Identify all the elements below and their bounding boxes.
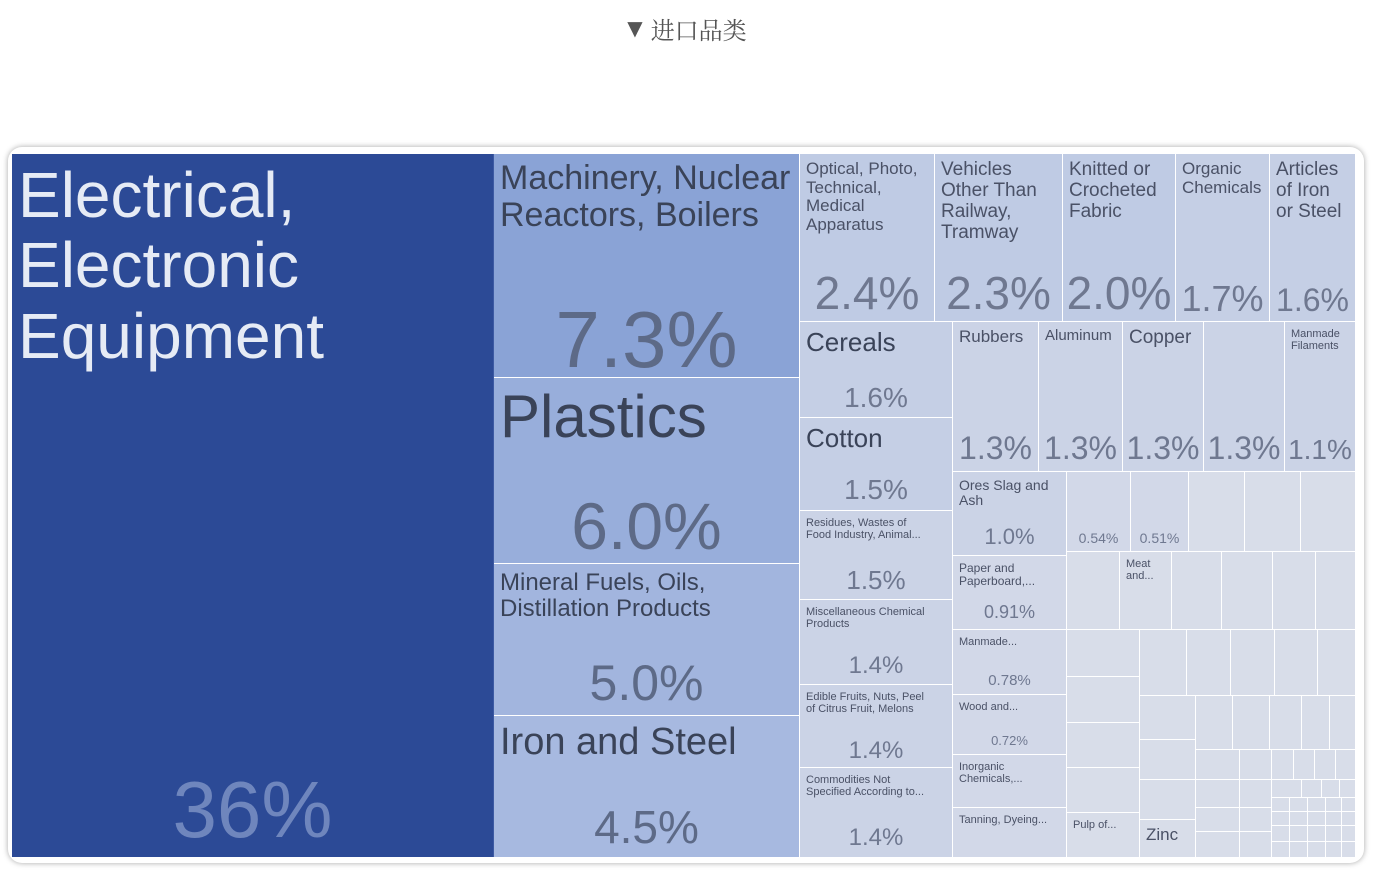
treemap-cell[interactable] <box>1285 322 1356 472</box>
treemap-cell-small[interactable] <box>1140 740 1196 780</box>
treemap-cell-label: Cereals <box>806 327 896 357</box>
treemap-cell-small[interactable] <box>1322 780 1340 798</box>
treemap-cell-value: 2.4% <box>814 267 920 319</box>
treemap-cell-small[interactable] <box>1275 630 1318 696</box>
treemap-cell-small[interactable] <box>1340 780 1356 798</box>
treemap-cell-label: Knitted or Crocheted Fabric <box>1069 159 1157 222</box>
treemap-cell[interactable] <box>1063 154 1176 322</box>
treemap-cell-value: 0.91% <box>983 602 1036 622</box>
treemap-cell-label: Copper <box>1129 327 1192 348</box>
treemap-cell-value: 1.4% <box>848 652 904 679</box>
treemap-cell-label: Articles of Iron or Steel <box>1276 159 1342 222</box>
triangle-down-icon: ▼ <box>627 16 643 40</box>
treemap-cell-small[interactable] <box>1326 798 1342 812</box>
treemap-cell[interactable] <box>800 685 953 768</box>
treemap-cell-value: 1.0% <box>984 524 1035 549</box>
treemap-cell-label: Aluminum <box>1045 327 1112 344</box>
treemap-cell-small[interactable] <box>1240 780 1272 808</box>
treemap-cell-small[interactable] <box>1302 696 1330 750</box>
treemap-cell[interactable] <box>1204 322 1285 472</box>
treemap-cell-label: Electrical, Electronic Equipment <box>18 159 324 372</box>
treemap-cell-value: 2.0% <box>1066 267 1172 319</box>
treemap-cell[interactable] <box>800 768 953 857</box>
treemap-cell-small[interactable] <box>1067 723 1140 768</box>
treemap-cell[interactable] <box>1176 154 1270 322</box>
treemap-cell-small[interactable] <box>1290 812 1308 826</box>
treemap-cell-small[interactable] <box>1272 750 1294 780</box>
treemap-cell[interactable] <box>494 564 800 716</box>
treemap-cell-small[interactable] <box>1315 750 1336 780</box>
treemap-cell-value: 1.7% <box>1181 278 1264 319</box>
treemap-cell-small[interactable] <box>1273 552 1316 630</box>
treemap-cell-label: Cotton <box>806 423 883 453</box>
treemap-cell[interactable] <box>12 154 494 857</box>
treemap-cell[interactable] <box>953 630 1067 695</box>
treemap-cell-small[interactable] <box>1196 832 1240 857</box>
treemap-cell-label: Residues, Wastes of Food Industry, Animal... <box>806 517 921 542</box>
treemap-cell-small[interactable] <box>1290 826 1308 842</box>
treemap-cell-label: Edible Fruits, Nuts, Peel of Citrus Fruit, Melons <box>806 691 924 716</box>
treemap-cell-value: 0.51% <box>1139 530 1180 546</box>
treemap-cell-value: 4.5% <box>594 801 699 853</box>
treemap-cell-small[interactable] <box>1308 812 1326 826</box>
treemap-cell-value: 1.6% <box>844 382 908 413</box>
treemap-cell-label: Rubbers <box>959 327 1024 346</box>
treemap-cell-label: Zinc <box>1146 825 1179 844</box>
treemap-cell-label: Miscellaneous Chemical Products <box>806 606 925 631</box>
treemap-cell-label: Tanning, Dyeing... <box>959 814 1048 826</box>
treemap-cell-value: 1.6% <box>1276 282 1349 318</box>
treemap-cell-value: 5.0% <box>589 655 704 711</box>
treemap-cell-small[interactable] <box>1140 630 1187 696</box>
treemap-cell[interactable] <box>1067 813 1140 857</box>
treemap-cell-small[interactable] <box>1302 780 1322 798</box>
treemap-cell-small[interactable] <box>1308 826 1326 842</box>
treemap-card <box>8 147 1364 863</box>
treemap-cell-value: 0.54% <box>1078 530 1119 546</box>
treemap-cell[interactable] <box>800 511 953 600</box>
treemap-cell[interactable] <box>494 154 800 378</box>
treemap-cell-label: Pulp of... <box>1073 819 1117 831</box>
treemap-cell-small[interactable] <box>1330 696 1356 750</box>
treemap-cell-value: 1.5% <box>846 565 906 595</box>
treemap-cell-label: Iron and Steel <box>500 721 737 763</box>
treemap-cell-small[interactable] <box>1196 780 1240 808</box>
treemap-cell[interactable] <box>953 322 1039 472</box>
treemap-cell-small[interactable] <box>1342 826 1356 842</box>
treemap-cell-small[interactable] <box>1272 780 1302 798</box>
treemap-cell-label: Manmade Filaments <box>1291 328 1340 353</box>
treemap-cell-label: Vehicles Other Than Railway, Tramway <box>941 159 1037 243</box>
treemap-cell-label: Wood and... <box>959 701 1019 713</box>
treemap-cell-label: Ores Slag and Ash <box>959 477 1049 509</box>
treemap-cell-value: 6.0% <box>571 489 722 563</box>
treemap-cell[interactable] <box>953 556 1067 630</box>
treemap-cell-small[interactable] <box>1231 630 1275 696</box>
treemap-cell[interactable] <box>800 418 953 511</box>
treemap-cell[interactable] <box>1123 322 1204 472</box>
treemap-cell[interactable] <box>800 154 935 322</box>
treemap-cell[interactable] <box>1120 552 1172 630</box>
treemap-cell-small[interactable] <box>1187 630 1231 696</box>
treemap-cell-small[interactable] <box>1294 750 1315 780</box>
treemap-cell-small[interactable] <box>1272 842 1290 857</box>
treemap-cell-label: Paper and Paperboard,... <box>959 561 1036 589</box>
import-category-toggle[interactable] <box>0 10 1374 46</box>
treemap-cell-small[interactable] <box>1240 808 1272 832</box>
treemap-cell-value: 1.4% <box>848 824 904 851</box>
treemap-cell-small[interactable] <box>1342 812 1356 826</box>
treemap-cell[interactable] <box>1067 472 1131 552</box>
treemap-cell-small[interactable] <box>1189 472 1245 552</box>
import-treemap <box>12 154 1358 857</box>
treemap-cell-small[interactable] <box>1342 842 1356 857</box>
treemap-cell-small[interactable] <box>1272 798 1290 812</box>
treemap-cell-small[interactable] <box>1336 750 1356 780</box>
treemap-cell[interactable] <box>494 378 800 564</box>
treemap-cell-small[interactable] <box>1301 472 1356 552</box>
treemap-cell-label: Plastics <box>500 383 707 450</box>
treemap-cell-small[interactable] <box>1067 768 1140 813</box>
treemap-cell[interactable] <box>953 808 1067 857</box>
treemap-cell[interactable] <box>1131 472 1189 552</box>
treemap-cell-small[interactable] <box>1067 630 1140 677</box>
treemap-cell-small[interactable] <box>1326 842 1342 857</box>
treemap-cell[interactable] <box>1140 820 1196 857</box>
treemap-cell-small[interactable] <box>1326 826 1342 842</box>
treemap-cell-small[interactable] <box>1233 696 1270 750</box>
treemap-cell-small[interactable] <box>1196 696 1233 750</box>
treemap-cell-small[interactable] <box>1240 832 1272 857</box>
treemap-cell-value: 2.3% <box>946 267 1051 319</box>
treemap-cell[interactable] <box>800 600 953 685</box>
treemap-cell-small[interactable] <box>1270 696 1302 750</box>
treemap-cell-small[interactable] <box>1316 552 1356 630</box>
treemap-cell-label: Organic Chemicals <box>1182 159 1262 197</box>
treemap-cell-label: Commodities Not Specified According to... <box>806 774 925 799</box>
treemap-cell-value: 0.78% <box>988 672 1031 689</box>
treemap-cell-value: 1.3% <box>1044 430 1117 466</box>
treemap-cell-value: 1.3% <box>959 430 1032 466</box>
treemap-cell[interactable] <box>494 716 800 857</box>
section-title: 进口品类 <box>650 16 747 45</box>
treemap-cell-small[interactable] <box>1290 842 1308 857</box>
treemap-cell[interactable] <box>800 322 953 418</box>
treemap-cell-small[interactable] <box>1290 798 1308 812</box>
treemap-cell-small[interactable] <box>1140 780 1196 820</box>
treemap-cell-small[interactable] <box>1272 826 1290 842</box>
treemap-cell-value: 1.3% <box>1126 430 1200 466</box>
treemap-cell-label: Meat and... <box>1126 558 1154 583</box>
treemap-cell[interactable] <box>953 472 1067 556</box>
treemap-cell-value: 0.72% <box>991 733 1028 748</box>
treemap-cell-value: 1.4% <box>848 737 904 764</box>
treemap-cell[interactable] <box>953 755 1067 808</box>
treemap-cell[interactable] <box>1270 154 1356 322</box>
treemap-cell-value: 1.3% <box>1207 430 1281 466</box>
treemap-cell[interactable] <box>935 154 1063 322</box>
treemap-cell-small[interactable] <box>1318 630 1356 696</box>
treemap-cell-label: Machinery, Nuclear Reactors, Boilers <box>500 159 791 235</box>
treemap-cell-small[interactable] <box>1067 552 1120 630</box>
treemap-cell-value: 1.5% <box>844 474 908 505</box>
treemap-cell[interactable] <box>1039 322 1123 472</box>
treemap-cell-small[interactable] <box>1196 808 1240 832</box>
treemap-cell-small[interactable] <box>1067 677 1140 723</box>
treemap-cell-small[interactable] <box>1308 842 1326 857</box>
treemap-cell-small[interactable] <box>1308 798 1326 812</box>
treemap-cell-small[interactable] <box>1172 552 1222 630</box>
treemap-cell-label: Mineral Fuels, Oils, Distillation Products <box>500 569 711 623</box>
treemap-cell-small[interactable] <box>1240 750 1272 780</box>
treemap-cell-label: Inorganic Chemicals,... <box>959 761 1023 786</box>
treemap-cell-small[interactable] <box>1140 696 1196 740</box>
treemap-cell-small[interactable] <box>1245 472 1301 552</box>
treemap-cell[interactable] <box>953 695 1067 755</box>
treemap-cell-label: Optical, Photo, Technical, Medical Apparatus <box>806 159 918 235</box>
treemap-cell-small[interactable] <box>1326 812 1342 826</box>
treemap-cell-label: Manmade... <box>959 636 1018 648</box>
treemap-cell-small[interactable] <box>1196 750 1240 780</box>
treemap-cell-value: 7.3% <box>555 295 738 378</box>
treemap-cell-value: 36% <box>172 765 333 854</box>
treemap-cell-value: 1.1% <box>1288 434 1352 465</box>
treemap-cell-small[interactable] <box>1272 812 1290 826</box>
treemap-cell-small[interactable] <box>1222 552 1273 630</box>
treemap-cell-small[interactable] <box>1342 798 1356 812</box>
